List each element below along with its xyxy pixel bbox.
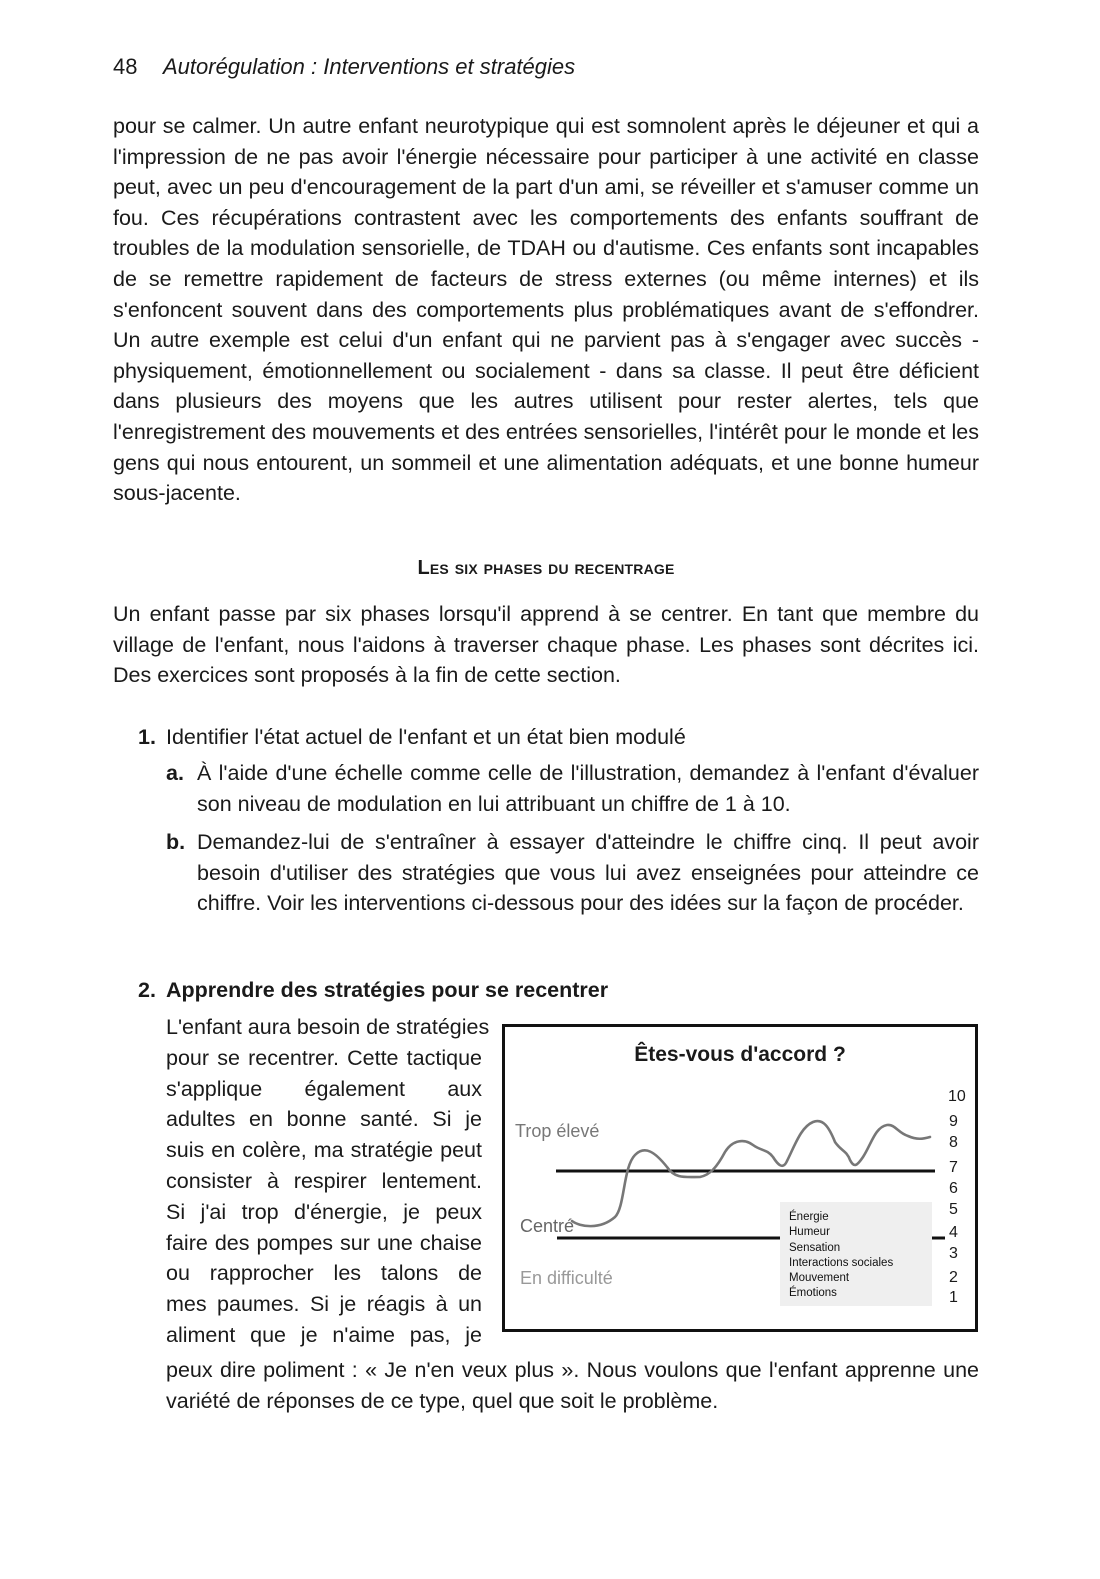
legend-item: Humeur	[789, 1226, 830, 1239]
book-title: Autorégulation : Interventions et stratégies	[163, 54, 576, 79]
legend-item: Émotions	[789, 1287, 837, 1300]
sub-letter: a.	[166, 761, 184, 785]
legend-item: Interactions sociales	[789, 1256, 894, 1269]
scale-tick-5: 5	[949, 1201, 958, 1218]
text-line: mes paumes. Si je réagis à un	[166, 1292, 482, 1317]
text-line: suis en colère, ma stratégie peut	[166, 1138, 482, 1163]
text-line: ou rapprocher les talons de	[166, 1261, 482, 1286]
legend-item: Énergie	[789, 1211, 829, 1223]
sub-letter: b.	[166, 830, 186, 854]
dimensions-legend	[780, 1202, 932, 1306]
scale-tick-4: 4	[949, 1224, 958, 1241]
scale-tick-8: 8	[949, 1134, 958, 1151]
sub-item-a	[166, 758, 979, 819]
continuation-paragraph	[166, 1355, 979, 1417]
text-line: consister à respirer lentement.	[166, 1168, 482, 1193]
figure-title: Êtes-vous d'accord ?	[634, 1043, 846, 1066]
scale-tick-2: 2	[949, 1269, 958, 1286]
legend-item: Mouvement	[789, 1272, 850, 1285]
list-item-text: Identifier l'état actuel de l'enfant et un état bien modulé	[166, 725, 686, 749]
list-item-1	[138, 722, 979, 753]
text-line: Si j'ai trop d'énergie, je peux	[166, 1199, 482, 1224]
list-item-2	[138, 975, 608, 1006]
zone-label-low: En difficulté	[520, 1268, 613, 1288]
list-number: 1.	[138, 725, 156, 749]
zone-label-center: Centré	[520, 1216, 575, 1236]
running-head	[113, 52, 575, 82]
scale-tick-10: 10	[948, 1088, 966, 1105]
text-line: variété de réponses de ce type, quel que soit le problème.	[166, 1388, 719, 1413]
scale-tick-6: 6	[949, 1180, 958, 1197]
text-line: L'enfant aura besoin de stratégies	[166, 1015, 490, 1039]
scale-tick-9: 9	[949, 1113, 958, 1130]
paragraph-phases: Un enfant passe par six phases lorsqu'il apprend à se centrer. En tant que membre du village de l'enfant, nous l'aidons à traverser chaque phase. Les phases sont décrites ici. Des exercices sont proposés à la fin de cette section.	[113, 602, 979, 688]
list-number: 2.	[138, 978, 156, 1002]
sub-item-text: Demandez-lui de s'entraîner à essayer d'atteindre le chiffre cinq. Il peut avoir besoin d'utiliser des stratégies que vous lui avez enseignées pour atteindre ce chiffre. Voir les interventions ci-dessous pour des idées sur la façon de procéder.	[197, 830, 979, 916]
paragraph-intro: pour se calmer. Un autre enfant neurotypique qui est somnolent après le déjeuner et qui a l'impression de ne pas avoir l'énergie nécessaire pour participer à une activité en classe peut, avec un peu d'encouragement de la part d'un ami, se réveiller et s'amuser comme un fou. Ces récupérations contrastent avec les comportements des enfants souffrant de troubles de la modulation sensorielle, de TDAH ou d'autisme. Ces enfants sont incapables de se remettre rapidement de facteurs de stress externes (ou même internes) et ils s'enfoncent souvent dans des comportements plus problématiques avant de s'effondrer. Un autre exemple est celui d'un enfant qui ne parvient pas à s'engager avec succès - physiquement, émotionnellement ou socialement - dans sa classe. Il peut être déficient dans plusieurs des moyens que les autres utilisent pour rester alertes, tels que l'enregistrement des mouvements et des entrées sensorielles, l'intérêt pour le monde et les gens qui nous entourent, un sommeil et une alimentation adéquats, et une bonne humeur sous-jacente.	[113, 114, 979, 506]
list-item-heading: Apprendre des stratégies pour se recentrer	[166, 978, 609, 1002]
sub-item-b	[166, 827, 979, 919]
text-line: peux dire poliment : « Je n'en veux plus ». Nous voulons que l'enfant apprenne une	[166, 1358, 979, 1382]
legend-item: Sensation	[789, 1241, 841, 1254]
text-line: s'applique également aux	[166, 1076, 482, 1101]
text-line: adultes en bonne santé. Si je	[166, 1107, 482, 1132]
scale-tick-3: 3	[949, 1245, 958, 1262]
text-line: faire des pompes sur une chaise	[166, 1230, 482, 1255]
zone-label-high: Trop élevé	[515, 1121, 600, 1141]
text-line: pour se recentrer. Cette tactique	[166, 1045, 482, 1070]
wrapped-paragraph	[166, 1012, 490, 1351]
sub-item-text: À l'aide d'une échelle comme celle de l'illustration, demandez à l'enfant d'évaluer son niveau de modulation en lui attribuant un chiffre de 1 à 10.	[197, 761, 979, 816]
page-number: 48	[113, 54, 138, 79]
scale-tick-1: 1	[949, 1289, 958, 1306]
scale-tick-7: 7	[949, 1159, 958, 1176]
text-line: aliment que je n'aime pas, je	[166, 1322, 482, 1347]
modulation-scale-figure	[502, 1024, 978, 1332]
section-heading: Les six phases du recentrage	[417, 557, 675, 579]
